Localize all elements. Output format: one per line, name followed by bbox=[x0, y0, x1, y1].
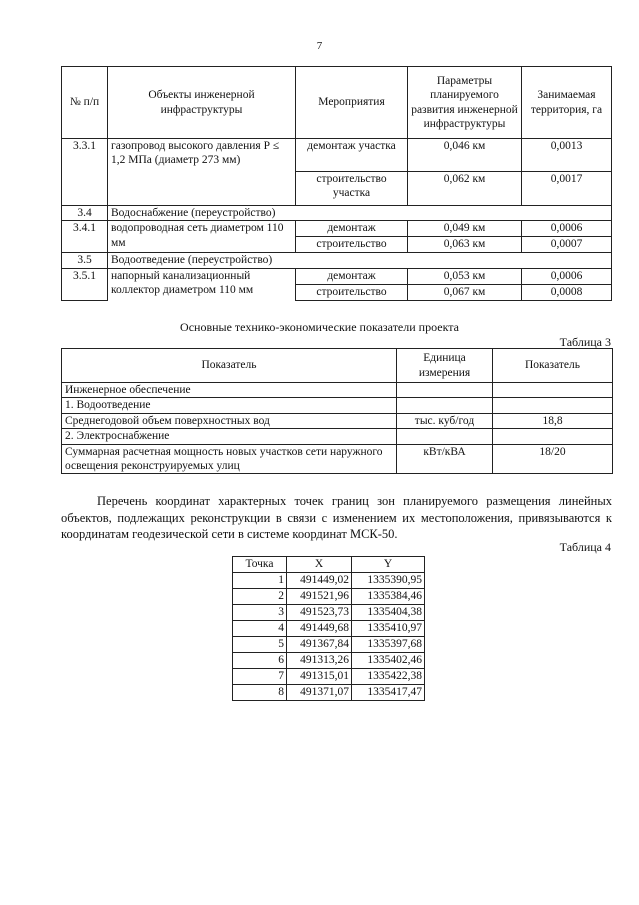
infrastructure-table bbox=[61, 66, 612, 301]
object-cell: газопровод высокого давления Р ≤ 1,2 МПа (диаметр 273 мм) bbox=[108, 139, 296, 172]
header-x: X bbox=[287, 557, 352, 573]
y-cell: 1335397,68 bbox=[352, 637, 425, 653]
value-cell bbox=[493, 383, 613, 398]
table-row bbox=[233, 621, 425, 637]
coordinates-table bbox=[232, 556, 425, 701]
x-cell: 491523,73 bbox=[287, 605, 352, 621]
area-cell: 0,0013 bbox=[522, 139, 612, 172]
header-unit: Единица измерения bbox=[397, 349, 493, 383]
row-number: 3.5 bbox=[62, 253, 108, 268]
header-measures: Мероприятия bbox=[296, 67, 408, 139]
table-row bbox=[233, 573, 425, 589]
y-cell: 1335404,38 bbox=[352, 605, 425, 621]
row-number: 3.4.1 bbox=[62, 221, 108, 237]
indicator-cell: Суммарная расчетная мощность новых участков сети наружного освещения реконструируемых улиц bbox=[62, 444, 397, 474]
value-cell: 18/20 bbox=[493, 444, 613, 474]
parameter-cell: 0,049 км bbox=[408, 221, 522, 237]
table-row bbox=[62, 413, 613, 428]
area-cell: 0,0006 bbox=[522, 221, 612, 237]
x-cell: 491367,84 bbox=[287, 637, 352, 653]
parameter-cell: 0,062 км bbox=[408, 172, 522, 206]
indicator-cell: 2. Электроснабжение bbox=[62, 429, 397, 444]
x-cell: 491315,01 bbox=[287, 669, 352, 685]
object-cell: водопроводная сеть диаметром 110 мм bbox=[108, 221, 296, 253]
area-cell: 0,0006 bbox=[522, 268, 612, 284]
parameter-cell: 0,053 км bbox=[408, 268, 522, 284]
section-title: Водоотведение (переустройство) bbox=[108, 253, 612, 268]
table-row bbox=[233, 685, 425, 701]
measure-cell: демонтаж bbox=[296, 268, 408, 284]
value-cell: 18,8 bbox=[493, 413, 613, 428]
header-value: Показатель bbox=[493, 349, 613, 383]
table-row bbox=[233, 669, 425, 685]
point-cell: 3 bbox=[233, 605, 287, 621]
table-row bbox=[233, 653, 425, 669]
header-y: Y bbox=[352, 557, 425, 573]
unit-cell: тыс. куб/год bbox=[397, 413, 493, 428]
y-cell: 1335390,95 bbox=[352, 573, 425, 589]
y-cell: 1335402,46 bbox=[352, 653, 425, 669]
area-cell: 0,0017 bbox=[522, 172, 612, 206]
section-title: Водоснабжение (переустройство) bbox=[108, 206, 612, 221]
section-row bbox=[62, 206, 612, 221]
header-indicator: Показатель bbox=[62, 349, 397, 383]
indicator-cell: Среднегодовой объем поверхностных вод bbox=[62, 413, 397, 428]
table-header-row bbox=[62, 67, 612, 139]
row-number: 3.3.1 bbox=[62, 139, 108, 172]
point-cell: 8 bbox=[233, 685, 287, 701]
table-row bbox=[62, 221, 612, 237]
value-cell bbox=[493, 398, 613, 413]
x-cell: 491521,96 bbox=[287, 589, 352, 605]
table-header-row bbox=[62, 349, 613, 383]
measure-cell: демонтаж участка bbox=[296, 139, 408, 172]
table4-label: Таблица 4 bbox=[559, 540, 611, 554]
header-objects: Объекты инженерной инфраструктуры bbox=[108, 67, 296, 139]
x-cell: 491313,26 bbox=[287, 653, 352, 669]
coordinates-paragraph: Перечень координат характерных точек границ зон планируемого размещения линейных объектов, подлежащих реконструкции в связи с изменением их местоположения, привязываются к координатам геодезической сети в системе координат МСК-50. bbox=[61, 494, 612, 542]
object-cell: напорный канализационный коллектор диаметром 110 мм bbox=[108, 268, 296, 300]
unit-cell bbox=[397, 398, 493, 413]
measure-cell: демонтаж bbox=[296, 221, 408, 237]
unit-cell: кВт/кВА bbox=[397, 444, 493, 474]
point-cell: 5 bbox=[233, 637, 287, 653]
parameter-cell: 0,046 км bbox=[408, 139, 522, 172]
x-cell: 491449,68 bbox=[287, 621, 352, 637]
indicator-cell: 1. Водоотведение bbox=[62, 398, 397, 413]
table-row bbox=[62, 268, 612, 284]
row-number: 3.5.1 bbox=[62, 268, 108, 284]
x-cell: 491371,07 bbox=[287, 685, 352, 701]
point-cell: 7 bbox=[233, 669, 287, 685]
point-cell: 6 bbox=[233, 653, 287, 669]
point-cell: 4 bbox=[233, 621, 287, 637]
page-number: 7 bbox=[316, 40, 323, 52]
header-number: № п/п bbox=[62, 67, 108, 139]
unit-cell bbox=[397, 429, 493, 444]
table-row bbox=[62, 444, 613, 474]
table-row bbox=[233, 589, 425, 605]
parameter-cell: 0,067 км bbox=[408, 284, 522, 300]
header-territory: Занимаемая территория, га bbox=[522, 67, 612, 139]
point-cell: 1 bbox=[233, 573, 287, 589]
table-row bbox=[233, 605, 425, 621]
measure-cell: строительство bbox=[296, 237, 408, 253]
table-row bbox=[62, 383, 613, 398]
measure-cell: строительство bbox=[296, 284, 408, 300]
y-cell: 1335410,97 bbox=[352, 621, 425, 637]
indicator-cell: Инженерное обеспечение bbox=[62, 383, 397, 398]
table-row bbox=[62, 172, 612, 206]
section-row bbox=[62, 253, 612, 268]
table-row bbox=[62, 139, 612, 172]
table3-title: Основные технико-экономические показатели проекта bbox=[180, 320, 459, 334]
y-cell: 1335384,46 bbox=[352, 589, 425, 605]
area-cell: 0,0008 bbox=[522, 284, 612, 300]
point-cell: 2 bbox=[233, 589, 287, 605]
table-row bbox=[62, 398, 613, 413]
header-point: Точка bbox=[233, 557, 287, 573]
table3-label: Таблица 3 bbox=[559, 335, 611, 349]
y-cell: 1335417,47 bbox=[352, 685, 425, 701]
y-cell: 1335422,38 bbox=[352, 669, 425, 685]
unit-cell bbox=[397, 383, 493, 398]
area-cell: 0,0007 bbox=[522, 237, 612, 253]
indicators-table bbox=[61, 348, 613, 474]
x-cell: 491449,02 bbox=[287, 573, 352, 589]
table-row bbox=[62, 429, 613, 444]
header-parameters: Параметры планируемого развития инженерной инфраструктуры bbox=[408, 67, 522, 139]
value-cell bbox=[493, 429, 613, 444]
table-header-row bbox=[233, 557, 425, 573]
row-number: 3.4 bbox=[62, 206, 108, 221]
parameter-cell: 0,063 км bbox=[408, 237, 522, 253]
measure-cell: строительство участка bbox=[296, 172, 408, 206]
table-row bbox=[233, 637, 425, 653]
